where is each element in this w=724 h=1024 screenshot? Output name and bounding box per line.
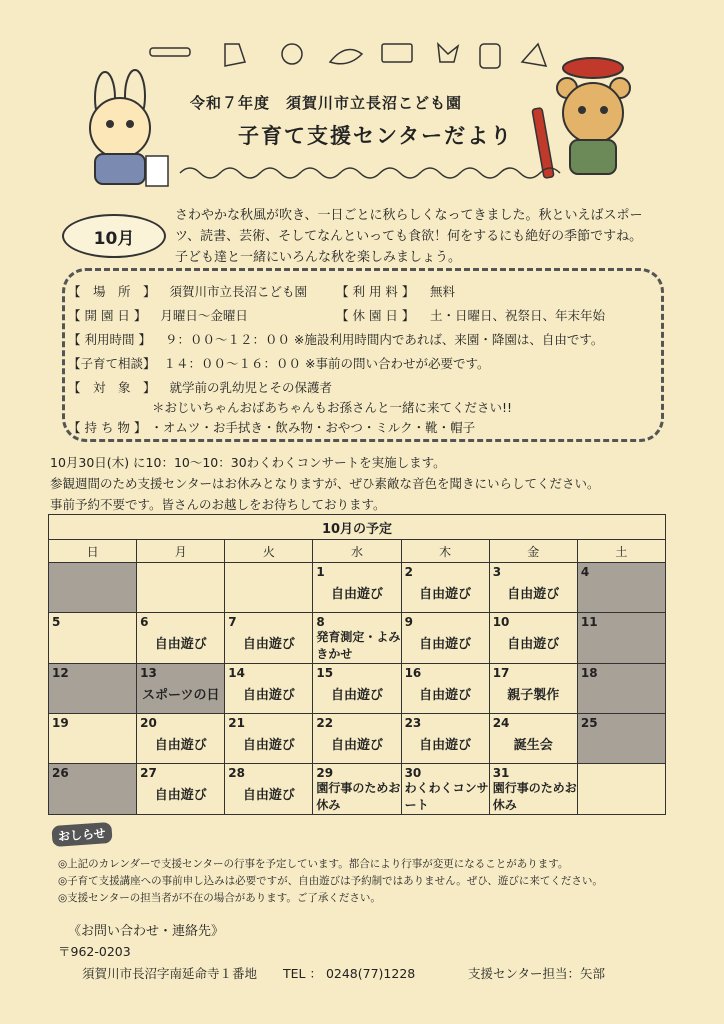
- calendar-day-cell: [313, 764, 401, 815]
- day-event: 自由遊び: [419, 738, 472, 753]
- fee-value: 無料: [430, 284, 456, 299]
- open-value: 月曜日～金曜日: [160, 308, 248, 323]
- day-number: [578, 764, 665, 766]
- header-subtitle: 令和７年度 須賀川市立長沼こども園: [190, 94, 463, 112]
- day-number: 11: [580, 615, 598, 629]
- calendar-day-cell: [137, 613, 225, 664]
- fee-label: 【 利 用 料 】: [336, 284, 415, 299]
- calendar-day-cell: [225, 764, 313, 815]
- month-badge: 10月: [62, 214, 166, 258]
- calendar-day-cell: [137, 563, 225, 613]
- calendar-week-row: [49, 613, 666, 664]
- calendar-day-cell: [313, 613, 401, 664]
- target-note: ＊おじいちゃんおばあちゃんもお孫さんと一緒に来てください!!: [152, 400, 513, 415]
- target-value: 就学前の乳幼児とその保護者: [169, 380, 333, 395]
- day-number: 7: [228, 615, 237, 629]
- calendar-day-cell: [137, 664, 225, 714]
- day-number: 23: [404, 716, 422, 730]
- day-number: 16: [404, 666, 422, 680]
- day-number: 13: [140, 666, 157, 680]
- day-event: 自由遊び: [419, 587, 472, 602]
- bear-icon: [557, 58, 630, 174]
- calendar-table: [48, 514, 666, 815]
- contact-title: 《お問い合わせ・連絡先》: [68, 924, 225, 939]
- weekday-header: 日: [49, 540, 137, 563]
- calendar-day-cell: [49, 714, 137, 764]
- calendar-day-cell: [225, 613, 313, 664]
- day-number: 3: [492, 565, 502, 579]
- target-label: 【 対 象 】: [68, 380, 156, 395]
- day-number: 26: [52, 766, 69, 780]
- day-event: 自由遊び: [507, 637, 560, 652]
- day-number: 5: [52, 615, 61, 629]
- closed-value: 土・日曜日、祝祭日、年末年始: [430, 308, 606, 323]
- calendar-week-row: [49, 714, 666, 764]
- calendar-day-cell: [137, 714, 225, 764]
- calendar-title: 10月の予定: [49, 515, 666, 540]
- place-value: 須賀川市立長沼こども園: [169, 284, 308, 299]
- calendar-day-cell: [401, 764, 489, 815]
- day-number: 30: [404, 766, 422, 780]
- hours-value: ９：００～１２：００ ※施設利用時間内であれば、来園・降園は、自由です。: [164, 332, 604, 347]
- day-number: 4: [580, 565, 590, 579]
- calendar-day-cell: [489, 613, 577, 664]
- notice: [50, 452, 600, 515]
- calendar-body: [49, 563, 666, 815]
- day-number: 14: [228, 666, 245, 680]
- note-line: ◎上記のカレンダーで支援センターの行事を予定しています。都合により行事が変更になることがあります。: [58, 858, 569, 870]
- calendar-day-cell: [313, 714, 401, 764]
- day-event: 自由遊び: [507, 587, 560, 602]
- notice-line: 事前予約不要です。皆さんのお越しをお待ちしております。: [50, 497, 386, 512]
- calendar-day-cell: [137, 764, 225, 815]
- calendar-week-row: [49, 563, 666, 613]
- info-row-target: [68, 378, 332, 396]
- staff-name: 支援センター担当：矢部: [468, 966, 606, 981]
- day-event: わくわくコンサート: [404, 781, 489, 812]
- day-number: 25: [580, 716, 598, 730]
- note-line: ◎支援センターの担当者が不在の場合があります。ご了承ください。: [58, 892, 381, 904]
- calendar-day-cell: [49, 764, 137, 815]
- page-title: 子育て支援センターだより: [238, 124, 514, 148]
- day-number: 2: [404, 565, 413, 579]
- milk-carton-icon: [146, 156, 168, 186]
- day-number: 22: [316, 716, 334, 730]
- day-event: 自由遊び: [330, 688, 383, 703]
- intro-text: さわやかな秋風が吹き、一日ごとに秋らしくなってきました。秋といえばスポーツ、読書、芸術、そしてなんといっても食欲！何をするにも絶好の季節ですね。子ども達と一緒にいろんな秋を楽しみましょう。: [175, 208, 643, 265]
- calendar-day-cell: [401, 664, 489, 714]
- info-row-consult: [68, 354, 489, 372]
- day-number: 6: [140, 615, 149, 629]
- consult-label: 【子育て相談】: [68, 356, 156, 371]
- weekday-header: 木: [401, 540, 489, 563]
- day-number: 21: [228, 716, 245, 730]
- day-event: 園行事のためお休み: [492, 781, 577, 812]
- calendar-day-cell: [577, 764, 665, 815]
- day-number: 29: [316, 766, 334, 780]
- day-event: 園行事のためお休み: [316, 781, 401, 812]
- notice-line: 参観週間のため支援センターはお休みとなりますが、ぜひ素敵な音色を聞きにいらしてください。: [50, 476, 600, 491]
- calendar-day-cell: [489, 764, 577, 815]
- day-number: 12: [52, 666, 69, 680]
- calendar-day-cell: [225, 563, 313, 613]
- phone-number: TEL ： 0248(77)1228: [283, 966, 416, 981]
- calendar-week-row: [49, 664, 666, 714]
- weekday-header: 金: [489, 540, 577, 563]
- weekday-header-row: [49, 540, 666, 563]
- day-event: 自由遊び: [242, 738, 295, 753]
- rabbit-icon: [90, 70, 150, 184]
- calendar-day-cell: [401, 563, 489, 613]
- bring-label: 【 持 ち 物 】: [68, 420, 147, 435]
- stationery-icons: [150, 44, 546, 68]
- day-number: [225, 563, 312, 565]
- calendar-day-cell: [577, 563, 665, 613]
- oshirase-label: おしらせ: [51, 822, 112, 847]
- calendar-day-cell: [313, 563, 401, 613]
- day-event: 自由遊び: [154, 788, 207, 803]
- weekday-header: 月: [137, 540, 225, 563]
- day-number: 19: [52, 716, 69, 730]
- calendar-day-cell: [489, 714, 577, 764]
- calendar-day-cell: [313, 664, 401, 714]
- day-event: スポーツの日: [141, 688, 220, 703]
- calendar-day-cell: [577, 714, 665, 764]
- day-number: [137, 563, 224, 565]
- calendar-day-cell: [577, 613, 665, 664]
- day-event: 自由遊び: [154, 738, 207, 753]
- day-event: 自由遊び: [419, 688, 472, 703]
- day-number: 28: [228, 766, 245, 780]
- open-label: 【 開 園 日 】: [68, 308, 147, 323]
- day-number: 27: [140, 766, 157, 780]
- day-number: 9: [404, 615, 413, 629]
- info-row-open: [68, 306, 606, 324]
- day-number: 31: [492, 766, 510, 780]
- day-event: 自由遊び: [242, 788, 295, 803]
- day-number: 17: [492, 666, 510, 680]
- calendar-day-cell: [489, 664, 577, 714]
- calendar-day-cell: [225, 664, 313, 714]
- day-event: 発育測定・よみきかせ: [316, 630, 401, 661]
- day-event: 親子製作: [507, 688, 560, 703]
- closed-label: 【 休 園 日 】: [336, 308, 415, 323]
- wavy-line: [180, 168, 560, 178]
- day-number: 1: [316, 565, 325, 579]
- calendar-day-cell: [489, 563, 577, 613]
- day-number: 24: [492, 716, 510, 730]
- note-line: ◎子育て支援講座への事前申し込みは必要ですが、自由遊びは予約制ではありません。ぜひ、遊びに来てください。: [58, 875, 603, 887]
- address: 須賀川市長沼字南延命寺１番地: [82, 966, 258, 981]
- calendar-day-cell: [577, 664, 665, 714]
- calendar-day-cell: [49, 664, 137, 714]
- day-event: 自由遊び: [330, 587, 383, 602]
- place-label: 【 場 所 】: [68, 284, 156, 299]
- day-event: 誕生会: [513, 738, 553, 753]
- day-number: 15: [316, 666, 334, 680]
- day-number: 10: [492, 615, 510, 629]
- day-event: 自由遊び: [419, 637, 472, 652]
- notice-line: 10月30日(木) に10：10～10：30わくわくコンサートを実施します。: [50, 455, 446, 470]
- weekday-header: 水: [313, 540, 401, 563]
- calendar-day-cell: [49, 563, 137, 613]
- bring-value: ・オムツ・お手拭き・飲み物・おやつ・ミルク・靴・帽子: [150, 420, 476, 435]
- calendar-week-row: [49, 764, 666, 815]
- day-event: 自由遊び: [242, 637, 295, 652]
- notes: [58, 856, 603, 907]
- calendar-day-cell: [225, 714, 313, 764]
- day-number: [49, 563, 136, 565]
- calendar-day-cell: [49, 613, 137, 664]
- info-row-bring: [68, 418, 475, 436]
- info-row-hours: [68, 330, 603, 348]
- day-number: 8: [316, 615, 325, 629]
- info-row-place: [68, 282, 456, 300]
- day-event: 自由遊び: [154, 637, 207, 652]
- header-illustrations: [60, 38, 680, 198]
- zip-code: 〒962-0203: [58, 944, 131, 959]
- day-event: 自由遊び: [330, 738, 383, 753]
- consult-value: １４：００～１６：００ ※事前の問い合わせが必要です。: [163, 356, 490, 371]
- weekday-header: 火: [225, 540, 313, 563]
- day-number: 18: [580, 666, 598, 680]
- weekday-header: 土: [577, 540, 665, 563]
- calendar-day-cell: [401, 613, 489, 664]
- day-number: 20: [140, 716, 157, 730]
- calendar-day-cell: [401, 714, 489, 764]
- hours-label: 【 利用時間 】: [68, 332, 151, 347]
- day-event: 自由遊び: [242, 688, 295, 703]
